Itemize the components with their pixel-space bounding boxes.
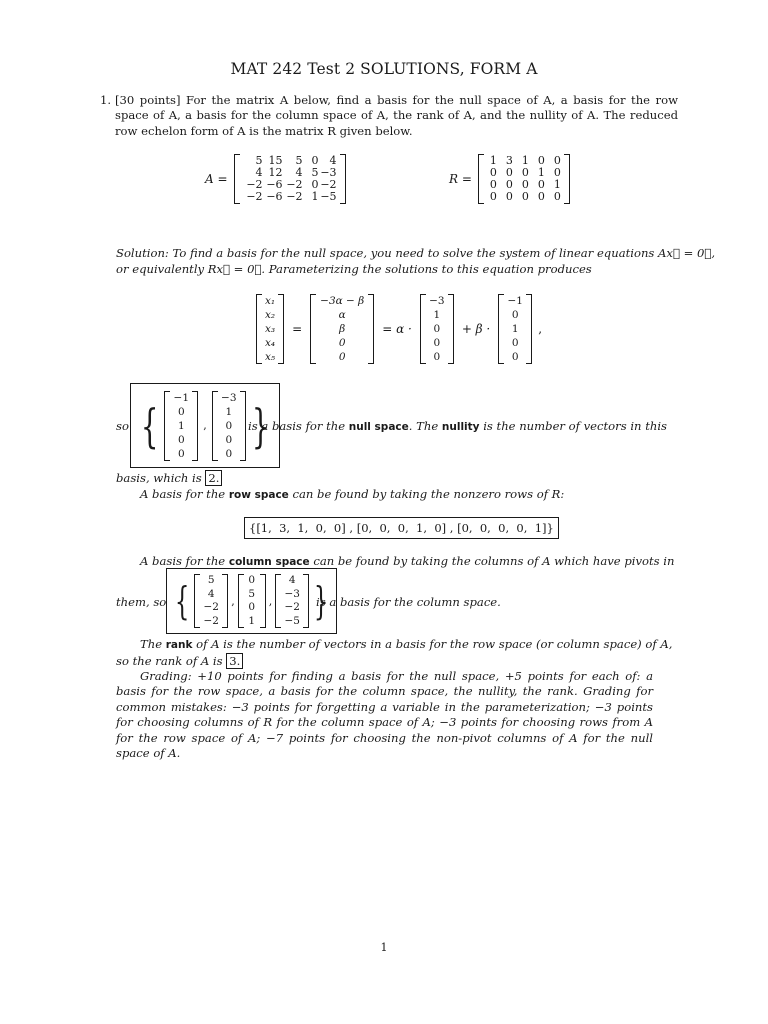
problem-text: [30 points] For the matrix A below, find a basis for the null space of A, a basis for the row space of A, a basis for the column space of A, the rank of A, and the nullity of A. The reduced row echelon form of A is the matrix R given below. [115,93,678,138]
matrix-entry: 0 [311,178,319,191]
right-bracket [222,574,228,628]
matrix-entry: 5 [255,154,263,167]
col-basis-vector-3-entries [281,574,303,628]
x-vector-entries [262,294,278,364]
vector-entry: 0 [225,447,233,460]
matrix-entry: 15 [268,154,283,167]
right-brace: } [314,579,329,623]
matrix-entry: −2 [320,178,337,191]
nullity-value: 2. [205,470,222,486]
matrix-a [234,154,346,204]
matrix-entry: 0 [553,190,561,203]
row-space-text-b: can be found by taking the nonzero rows of R: [292,487,565,501]
column-space-term: column space [228,556,310,568]
matrix-entry: 3 [505,154,513,167]
vector-entry: 1 [433,309,441,321]
col-space-text-a: A basis for the [140,554,226,568]
row-space-text-a: A basis for the [140,487,226,501]
right-bracket [340,154,346,204]
vector-entry: 4 [288,574,296,586]
matrix-r [478,154,570,204]
col-space-text-b: can be found by taking the columns of A which have pivots in [313,554,675,568]
matrix-entry: −6 [266,190,283,203]
matrix-entry: 1 [311,190,319,203]
vector-entry: 0 [338,337,346,349]
matrix-entry: 1 [521,154,529,167]
col-basis-vector-1-entries [200,574,222,628]
vector-entry: −2 [203,601,219,613]
null-basis-vector-1 [164,391,198,461]
matrix-entry: −6 [266,178,283,191]
row-space-basis: {[1, 3, 1, 0, 0] , [0, 0, 0, 1, 0] , [0, 0, 0, 0, 1]} [244,517,559,539]
matrix-entry: 1 [553,178,561,191]
row-space-sentence [140,487,564,503]
vector-entry: x₄ [265,337,276,349]
right-bracket [526,294,532,364]
matrix-r-entries [484,154,564,204]
col-basis-vector-1 [194,574,228,628]
nullity-term: nullity [441,421,480,433]
matrix-entry: −2 [246,190,263,203]
rank-sentence [140,637,672,653]
vector-separator: , [231,594,235,608]
null-text-c: is the number of vectors in this [483,419,667,433]
vector-entry: x₂ [265,309,276,321]
col-space-suffix: is a basis for the column space. [316,595,501,609]
parameterization-equation [256,294,542,364]
null-text-a: is a basis for the [248,419,346,433]
vector-entry: 0 [177,405,185,418]
vector-entry: 5 [207,574,215,586]
right-bracket [564,154,570,204]
matrix-entry: 5 [311,166,319,179]
page-title: MAT 242 Test 2 SOLUTIONS, FORM A [230,60,538,78]
vector-entry: x₁ [265,295,276,307]
problem-number: 1. [100,93,112,107]
vector-entry: −3 [429,295,445,307]
vector-entry: β [339,323,346,335]
page-number: 1 [380,941,388,954]
vector-entry: 4 [207,587,215,600]
nullity-line: basis, which is [116,471,202,485]
rank-term: rank [165,639,193,651]
matrix-entry: 5 [295,154,303,167]
equals-sign: = [292,322,303,336]
matrix-entry: 0 [489,190,497,203]
vector-entry: 1 [511,323,519,335]
matrix-entry: 4 [295,166,303,179]
right-bracket [192,391,198,461]
right-bracket [448,294,454,364]
vector-entry: 0 [433,337,441,349]
nullity-sentence [116,471,222,486]
vector-entry: x₃ [265,323,276,335]
matrix-entry: 0 [553,154,561,167]
vector-entry: −3 [284,587,300,600]
left-brace: { [174,579,190,623]
vector-entry: 0 [511,309,519,321]
rank-text-a: The [140,637,163,651]
plus-beta-times: + β · [461,322,491,336]
vector-entry: 1 [177,419,185,432]
right-brace: } [251,398,270,453]
null-basis-vector-1-entries [170,391,192,461]
matrix-entry: 0 [521,190,529,203]
null-basis-vector-2 [212,391,246,461]
right-bracket [368,294,374,364]
vector-entry: 0 [177,433,185,446]
vector-entry: 0 [511,337,519,349]
vector-entry: 0 [248,601,256,613]
vector-entry: −5 [284,614,300,627]
vector-entry: 0 [511,351,519,363]
null-space-sentence [248,419,680,435]
matrix-entry: 0 [505,166,513,179]
matrix-entry: 0 [537,178,545,191]
null-space-term: null space [348,421,409,433]
matrix-entry: 4 [255,166,263,179]
matrix-a-label: A = [205,172,228,186]
col-basis-vector-3 [275,574,309,628]
vector-entry: 1 [248,614,256,627]
alpha-times: = α · [382,322,412,336]
matrix-entry: −3 [320,166,337,179]
trailing-comma: , [538,322,543,336]
vector-entry: 0 [433,351,441,363]
alpha-vector-entries [426,294,448,364]
rank-value: 3. [226,653,243,669]
matrix-r-label: R = [449,172,472,186]
param-vector [310,294,374,364]
beta-vector [498,294,532,364]
right-bracket [260,574,266,628]
column-space-basis-box [166,568,337,634]
matrix-entry: −2 [246,178,263,191]
x-vector [256,294,284,364]
vector-entry: 1 [225,405,233,418]
right-bracket [278,294,284,364]
matrix-entry: 0 [537,190,545,203]
matrix-entry: 12 [268,166,283,179]
matrix-entry: 0 [505,190,513,203]
matrix-entry: 0 [537,154,545,167]
vector-entry: 0 [338,351,346,363]
vector-entry: −3α − β [320,295,365,307]
matrix-entry: 0 [521,166,529,179]
vector-entry: 0 [225,433,233,446]
vector-entry: −2 [284,601,300,613]
matrix-entry: −2 [286,178,303,191]
vector-entry: 0 [177,447,185,460]
vector-entry: 5 [248,587,256,600]
matrix-entry: 0 [505,178,513,191]
left-brace: { [140,398,159,453]
matrix-entry: 0 [521,178,529,191]
col-basis-vector-2-entries [244,574,260,628]
matrix-entry: 0 [311,154,319,167]
vector-entry: 0 [225,419,233,432]
solution-intro-line-1: Solution: To find a basis for the null space, you need to solve the system of linear equations Ax⃗ = 0⃗, [116,246,716,260]
matrix-entry: 1 [489,154,497,167]
param-vector-entries [316,294,368,364]
null-text-b: . The [408,419,439,433]
solution-intro-line-2: or equivalently Rx⃗ = 0⃗. Parameterizing the solutions to this equation produces [116,262,592,276]
rank-line-text: so the rank of A is [116,654,223,668]
rank-line-2 [116,654,243,669]
vector-entry: −3 [221,391,237,404]
null-basis-vector-2-entries [218,391,240,461]
matrix-a-entries [240,154,340,204]
null-basis-prefix: so [116,419,129,433]
vector-entry: −2 [203,614,219,627]
right-bracket [303,574,309,628]
matrix-entry: 1 [537,166,545,179]
vector-entry: 0 [248,574,256,586]
vector-entry: 0 [433,323,441,335]
col-space-prefix: them, so [116,595,167,609]
rank-text-b: of A is the number of vectors in a basis for the row space (or column space) of A, [196,637,673,651]
matrix-entry: −2 [286,190,303,203]
alpha-vector [420,294,454,364]
matrix-entry: −5 [320,190,337,203]
vector-separator: , [268,594,273,608]
vector-entry: −1 [507,295,523,307]
right-bracket [240,391,246,461]
matrix-r-block [449,154,570,204]
vector-entry: α [338,309,346,321]
vector-entry: −1 [173,391,190,404]
matrix-entry: 4 [329,154,337,167]
grading-paragraph: Grading: +10 points for finding a basis for the null space, +5 points for each of: a basis for the row space, a basis for the column space, the nullity, the rank. Grading for common mistakes: −3 points for forgetting a variable in the parameterization; −3 points for choosing columns of R for the column space of A; −3 points for choosing rows from A for the row space of A; −7 points for choosing the non-pivot columns of A for the null space of A. [116,669,653,761]
row-space-term: row space [228,489,289,501]
matrix-entry: 0 [553,166,561,179]
vector-entry: x₅ [265,351,276,363]
matrix-a-block [205,154,346,204]
matrix-entry: 0 [489,178,497,191]
matrix-entry: 0 [489,166,497,179]
vector-separator: , [203,419,207,432]
col-basis-vector-2 [238,574,266,628]
beta-vector-entries [504,294,526,364]
